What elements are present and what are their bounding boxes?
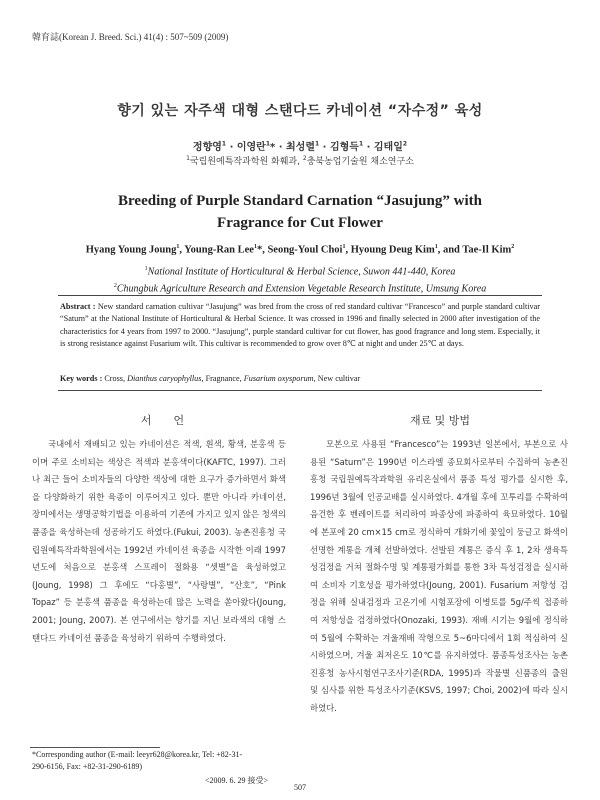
column-right bbox=[310, 436, 568, 718]
affiliations-korean: $^1$국립원예특작과학원 화훼과, $^2$충북농업기술원 채소연구소 bbox=[186, 155, 414, 167]
received-date: <2009. 6. 29 接受> bbox=[205, 776, 269, 785]
journal-citation: 韓育誌(Korean J. Breed. Sci.) 41(4) : 507~509 (2009) bbox=[32, 32, 229, 42]
section-heading-methods: 재료 및 방법 bbox=[409, 414, 471, 427]
abstract-bottom-rule bbox=[58, 390, 542, 391]
authors-korean: 정향영$^1$ · 이영란$^1$* · 최성렬$^1$ · 김형득$^1$ · 김태일$^2$ bbox=[192, 140, 408, 153]
keywords: Key words : Cross, Dianthus caryophyllus, Fragnance, Fusarium oxysporum, New cultivar bbox=[60, 374, 361, 383]
abstract-top-rule bbox=[58, 295, 542, 296]
introduction-paragraph: 국내에서 재배되고 있는 카네이션은 적색, 흰색, 황색, 분홍색 등이며 주로 소비되는 색상은 적색과 분홍색이다(KAFTC, 1997). 그러나 최근 들어 소비자들의 다양한 색상에 대한 요구가 증가하면서 화색을 다양화하기 위한 육종이 이루어지고 있다. 뿐만 아니라 카네이션, 장미에서는 생명공학기법을 이용하여 기존에 가지고 있지 않은 청색의 품종을 육성하는데 성공하기도 하였다.(Fukui, 2003). 농촌진흥청 국립원예특작과학원에서는 1992년 카네이션 육종을 시작한 이래 1997년도에 처음으로 분홍색 스프레이 절화용 “셋별”을 육성하였고(Joung, 1998) 그 후에도 “다홍별”, “사랑별”, “산호”, “Pink Topaz” 등 분홍색 품종을 육성하는데 많은 노력을 쏟아왔다(Joung, 2001; Joung, 2007). 본 연구에서는 향기를 지닌 보라색의 대형 스탠다드 카네이션 품종을 육성하기 위하여 수행하였다. bbox=[32, 439, 286, 643]
abstract-text: New standard carnation cultivar “Jasujung” was bred from the cross of red standard cultivar “Francesco” and purple standard cultivar “Saturn” at the National Institute of Horticultural & Herbal Science. It was crossed in 1996 and finally selected in 2000 after investigation of the characteristics for 4 years from 1997 to 2000. “Jasujung”, purple standard cultivar for cut flower, has good fragrance and long stem. Especially, it is strong resistance against Fusarium wilt. This cultivar is recommended to grow over 8℃ at night and under 25℃ at days. bbox=[60, 302, 540, 349]
authors-english: Hyang Young Joung$^1$, Young-Ran Lee$^1$*, Seong-Youl Choi$^1$, Hyoung Deug Kim$^1$, and Tae-Il Kim$^2$ bbox=[85, 244, 515, 256]
title-korean: 향기 있는 자주색 대형 스탠다드 카네이션 “자수정” 육성 bbox=[117, 103, 483, 119]
page-number: 507 bbox=[294, 783, 306, 792]
column-left bbox=[32, 436, 286, 647]
footnote-rule bbox=[30, 747, 160, 748]
abstract-label: Abstract : bbox=[60, 302, 96, 311]
methods-paragraph: 모본으로 사용된 “Francesco”는 1993년 일본에서, 부본으로 사용된 “Saturn”은 1990년 이스라엘 종묘회사로부터 수집하여 농촌진흥청 국립원예특작과학원 유리온실에서 품종 특성 평가를 실시한 후, 1996년 3월에 인공교배를 실시하였다. 4개월 후에 꼬투리를 수확하여 음건한 후 벤레이트를 처리하여 파종상에 파종하여 육묘하였다. 10월에 본포에 20 cm×15 cm로 정식하여 개화기에 꽃잎이 둥글고 화색이 선명한 계통을 개체 선발하였다. 선발된 계통은 증식 후 1, 2차 생육특성검정을 거쳐 절화수명 및 계통평가회를 통한 3차 특성검정을 실시하여 소비자 기호성을 평가하였다(Joung, 2001). Fusarium 저항성 검정을 위해 실내검정과 고온기에 시험포장에 이병토를 5g/주씩 접종하여 저항성을 검정하였다(Onozaki, 1993). 재배 시기는 9월에 정식하여 5월에 수확하는 겨울재배 작형으로 5~6마디에서 1회 적심하여 실시하였으며, 겨울 최저온도 10℃를 유지하였다. 품종특성조사는 농촌진흥청 농사시험연구조사기준(RDA, 1995)과 작물별 신품종의 출원 및 심사를 위한 특성조사기준(KSVS, 1997; Choi, 2002)에 따라 실시하였다. bbox=[310, 439, 568, 713]
title-english: Breeding of Purple Standard Carnation “Jasujung” with Fragrance for Cut Flower bbox=[118, 193, 482, 231]
abstract bbox=[60, 301, 540, 351]
corresponding-author-footnote: *Corresponding author (E-mail: leeyr628@korea.kr, Tel: +82-31- 290-6156, Fax: +82-31-290-6189) bbox=[32, 750, 243, 771]
affiliations-english: $^1$National Institute of Horticultural & Herbal Science, Suwon 441-440, Korea $^2$Chungbuk Agriculture Research and Extension Vegetable Research Institute, Umsung Korea bbox=[113, 266, 487, 295]
section-heading-introduction: 서 언 bbox=[140, 414, 185, 427]
